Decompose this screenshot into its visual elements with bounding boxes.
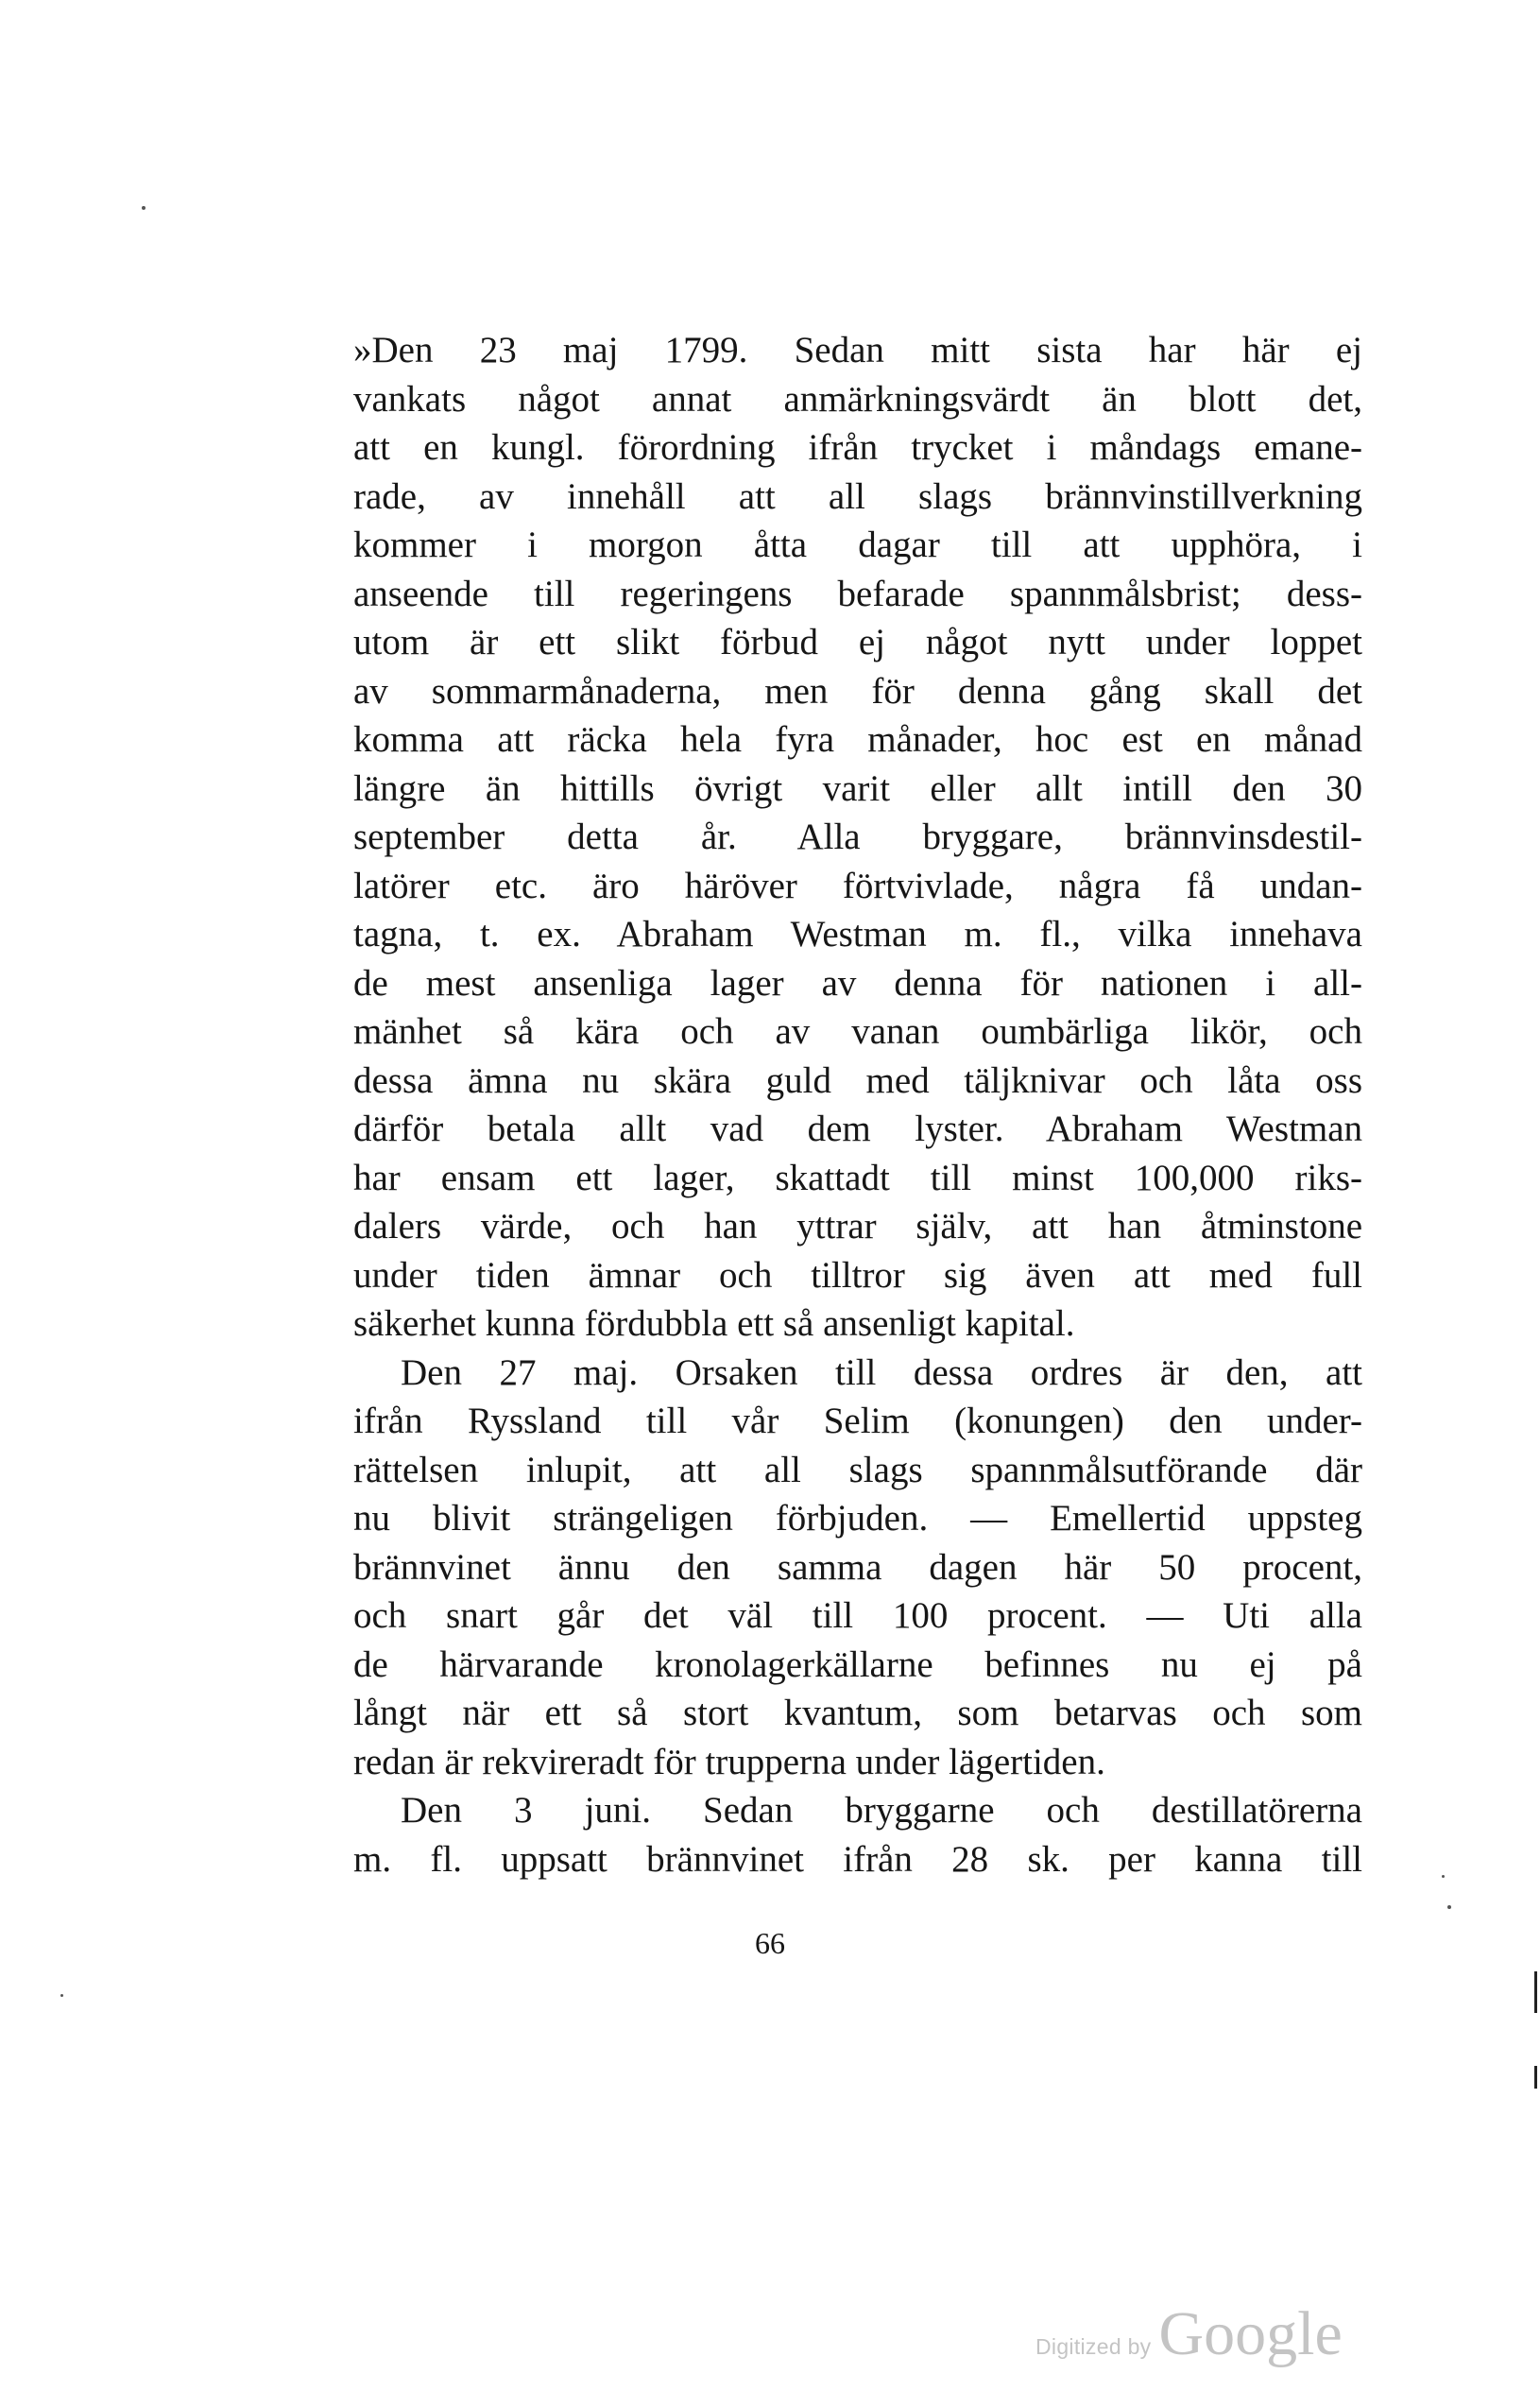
text-line: komma att räcka hela fyra månader, hoc est en månad bbox=[353, 719, 1362, 760]
text-line: rade, av innehåll att all slags brännvinstillverkning bbox=[353, 475, 1362, 517]
watermark-prefix: Digitized by bbox=[1035, 2334, 1152, 2359]
text-line: brännvinet ännu den samma dagen här 50 procent, bbox=[353, 1546, 1362, 1588]
text-line: latörer etc. äro häröver förtvivlade, några få undan- bbox=[353, 865, 1362, 906]
text-line: tagna, t. ex. Abraham Westman m. fl., vilka innehava bbox=[353, 914, 1362, 955]
scan-speck bbox=[142, 206, 145, 210]
text-line: ifrån Ryssland till vår Selim (konungen) den under- bbox=[353, 1401, 1362, 1441]
text-line: av sommarmånaderna, men för denna gång skall det bbox=[353, 670, 1362, 712]
text-line: att en kungl. förordning ifrån trycket i måndags emane- bbox=[353, 427, 1362, 468]
text-line: därför betala allt vad dem lyster. Abraham Westman bbox=[353, 1109, 1362, 1149]
scan-edge-mark bbox=[1534, 2066, 1537, 2089]
text-line: redan är rekvireradt för trupperna under lägertiden. bbox=[353, 1741, 1105, 1782]
page-number: 66 bbox=[755, 1926, 785, 1960]
text-line: anseende till regeringens befarade spannmålsbrist; dess- bbox=[353, 573, 1362, 614]
body-text bbox=[353, 326, 1362, 1883]
text-line: och snart går det väl till 100 procent. — Uti alla bbox=[353, 1595, 1362, 1636]
text-line: de härvarande kronolagerkällarne befinnes nu ej på bbox=[353, 1643, 1362, 1685]
text-line: vankats något annat anmärkningsvärdt än blott det, bbox=[353, 378, 1362, 420]
scan-speck bbox=[60, 1994, 63, 1997]
text-line: dalers värde, och han yttrar själv, att han åtminstone bbox=[353, 1206, 1362, 1247]
text-line: dessa ämna nu skära guld med täljknivar och låta oss bbox=[353, 1059, 1362, 1101]
text-line: rättelsen inlupit, att all slags spannmålsutförande där bbox=[353, 1449, 1362, 1490]
scan-speck bbox=[1442, 1875, 1445, 1878]
text-line: mänhet så kära och av vanan oumbärliga likör, och bbox=[353, 1011, 1362, 1052]
text-line: utom är ett slikt förbud ej något nytt under loppet bbox=[353, 622, 1362, 662]
text-line: har ensam ett lager, skattadt till minst 100,000 riks- bbox=[353, 1157, 1362, 1198]
text-line: långt när ett så stort kvantum, som betarvas och som bbox=[353, 1693, 1362, 1733]
text-line: säkerhet kunna fördubbla ett så ansenligt kapital. bbox=[353, 1303, 1075, 1344]
text-line: m. fl. uppsatt brännvinet ifrån 28 sk. per kanna till bbox=[353, 1838, 1362, 1880]
text-line: längre än hittills övrigt varit eller allt intill den 30 bbox=[353, 767, 1362, 809]
watermark-brand: Google bbox=[1158, 2299, 1343, 2368]
text-line: september detta år. Alla bryggare, brännvinsdestil- bbox=[353, 817, 1362, 857]
text-line: nu blivit strängeligen förbjuden. — Emellertid uppsteg bbox=[353, 1498, 1362, 1539]
text-line: »Den 23 maj 1799. Sedan mitt sista har här ej bbox=[353, 330, 1362, 370]
text-line: Den 3 juni. Sedan bryggarne och destillatörerna bbox=[401, 1790, 1362, 1831]
scan-speck bbox=[1447, 1905, 1451, 1909]
text-line: Den 27 maj. Orsaken till dessa ordres är den, att bbox=[401, 1351, 1362, 1393]
scan-edge-mark bbox=[1534, 1971, 1537, 2013]
google-digitized-watermark bbox=[1035, 2298, 1357, 2374]
text-line: de mest ansenliga lager av denna för nationen i all- bbox=[353, 962, 1362, 1004]
text-line: kommer i morgon åtta dagar till att upphöra, i bbox=[353, 525, 1362, 565]
text-line: under tiden ämnar och tilltror sig även att med full bbox=[353, 1254, 1362, 1296]
